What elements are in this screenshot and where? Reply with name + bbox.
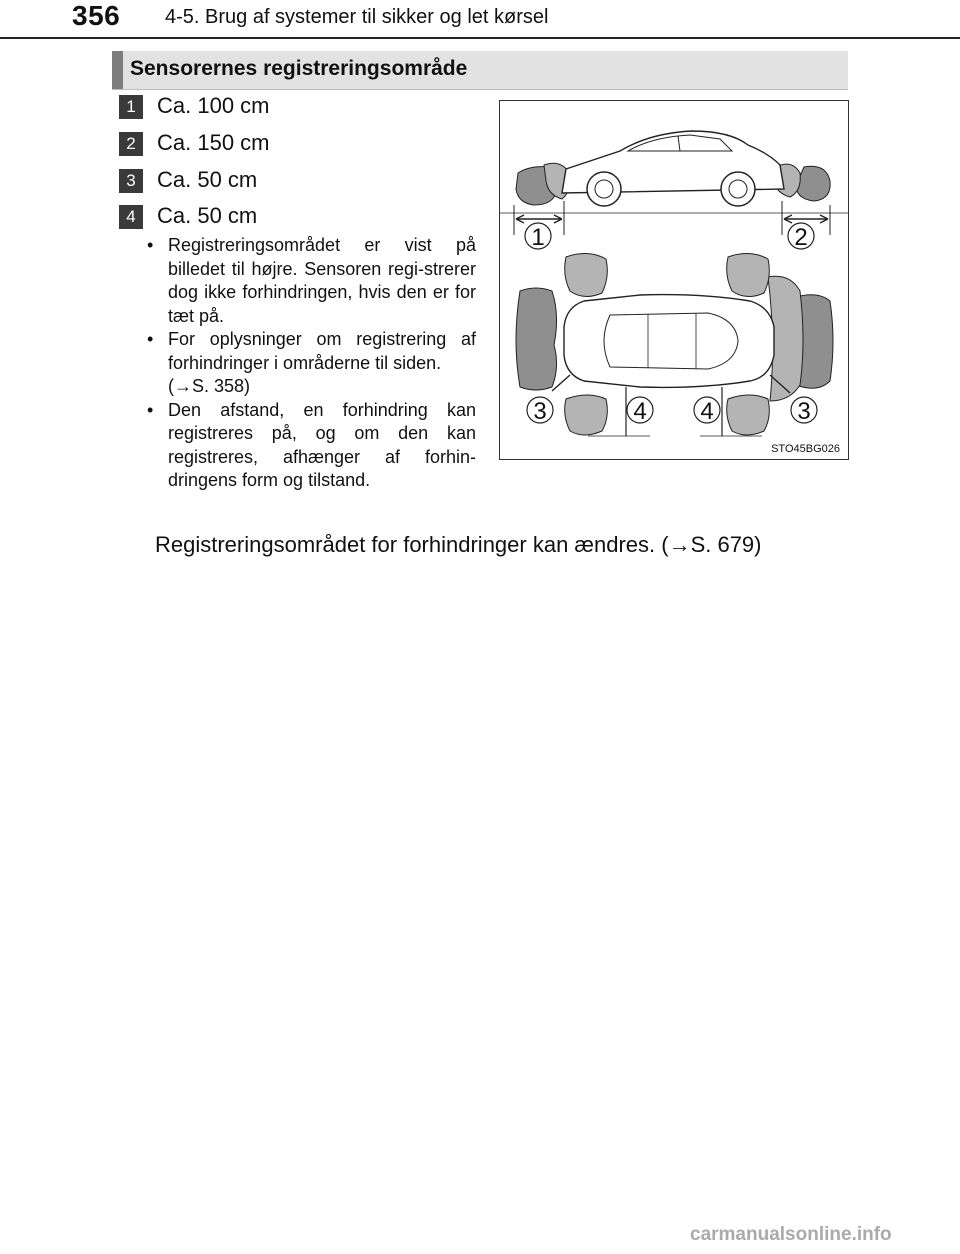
sensor-diagram bbox=[500, 101, 848, 459]
figure-label-4a: 4 bbox=[633, 398, 647, 425]
item-text-1: Ca. 100 cm bbox=[157, 93, 270, 118]
bullet-list bbox=[147, 234, 476, 493]
bullet-text: Den afstand, en forhindring kan registreres på, og om den kan registreres, afhænger af forhin-dringens form og tilstand. bbox=[168, 399, 476, 490]
rear-left-corner-zone bbox=[565, 253, 608, 296]
figure-label-4b: 4 bbox=[700, 398, 714, 425]
figure-label-3a: 3 bbox=[533, 398, 547, 425]
section-title: Sensorernes registreringsområde bbox=[130, 57, 468, 80]
bullet-marker: • bbox=[147, 235, 154, 255]
header-divider bbox=[0, 37, 960, 39]
bullet-item bbox=[147, 399, 476, 493]
page-number: 356 bbox=[72, 0, 121, 31]
figure-code: STO45BG026 bbox=[771, 443, 840, 455]
bullet-text: For oplysninger om registrering af forhindringer i områderne til siden. bbox=[168, 329, 476, 373]
rear-right-corner-zone bbox=[565, 395, 608, 435]
bullet-marker: • bbox=[147, 399, 154, 420]
page-reference: (→S. 358) bbox=[168, 376, 251, 396]
watermark: carmanualsonline.info bbox=[690, 1224, 892, 1245]
running-header: 4-5. Brug af systemer til sikker og let kørsel bbox=[165, 6, 549, 28]
rear-wheel bbox=[587, 172, 621, 206]
bullet-text: Registreringsområdet er vist på billedet til højre. Sensoren regi-strerer dog ikke forhindringen, hvis den er for tæt på. bbox=[168, 235, 476, 326]
section-accent bbox=[112, 51, 123, 89]
figure-label-3b: 3 bbox=[797, 398, 811, 425]
item-text-3: Ca. 50 cm bbox=[157, 167, 258, 192]
dimension-arrow-1 bbox=[516, 215, 562, 223]
bullet-item bbox=[147, 328, 476, 399]
front-wheel bbox=[721, 172, 755, 206]
figure-label-2: 2 bbox=[794, 224, 808, 251]
number-badge-3: 3 bbox=[119, 169, 143, 193]
rear-zone-top bbox=[516, 288, 557, 390]
item-text-4: Ca. 50 cm bbox=[157, 203, 258, 228]
body-text-footer: Registreringsområdet for forhindringer kan ændres. (→S. 679) bbox=[155, 532, 762, 557]
front-right-corner-zone bbox=[727, 395, 770, 435]
car-top-body bbox=[564, 295, 774, 388]
figure-label-1: 1 bbox=[531, 224, 545, 251]
number-badge-2: 2 bbox=[119, 132, 143, 156]
item-text-2: Ca. 150 cm bbox=[157, 130, 270, 155]
sensor-range-illustration bbox=[499, 100, 849, 460]
number-badge-1: 1 bbox=[119, 95, 143, 119]
bullet-marker: • bbox=[147, 329, 154, 349]
dimension-arrow-2 bbox=[784, 215, 828, 223]
number-badge-4: 4 bbox=[119, 205, 143, 229]
section-heading bbox=[112, 51, 848, 90]
front-zone-side bbox=[796, 166, 830, 201]
front-left-corner-zone bbox=[727, 253, 770, 296]
bullet-item bbox=[147, 234, 476, 328]
